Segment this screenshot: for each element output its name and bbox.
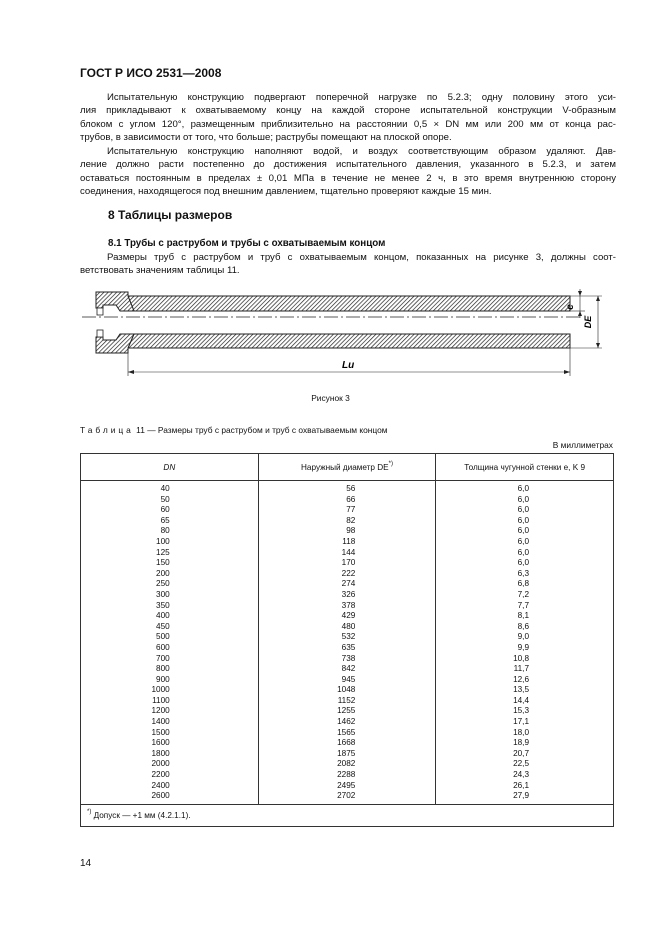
dimensions-table [80,453,614,827]
table-cell-e: 8,6 [517,621,529,631]
table-cell-de: 1462 [337,717,356,727]
table-cell-dn: 1800 [151,748,170,758]
table-cell-dn: 800 [156,664,170,674]
table-cell-dn: 1200 [151,706,170,716]
column-header-de: Наружный диаметр DE*) [258,454,436,481]
table-cell-e: 6,0 [517,505,529,515]
table-cell-dn: 2000 [151,759,170,769]
dimension-label-lu: Lu [342,360,355,371]
table-cell-dn: 125 [156,547,170,557]
table-cell-de: 144 [341,547,356,557]
document-header: ГОСТ Р ИСО 2531—2008 [80,66,222,80]
table-cell-dn: 100 [156,536,170,546]
table-cell-e: 11,7 [513,664,529,674]
table-cell-e: 6,0 [517,526,529,536]
table-cell-dn: 40 [160,484,170,493]
table-cell-e: 6,0 [517,494,529,504]
table-cell-dn: 50 [160,494,170,504]
column-wall-values [436,481,614,805]
text-line: трубов, в зависимости от того, что больше; раструбы помещают на плоской опоре. [80,132,452,144]
table-cell-e: 7,7 [517,600,529,610]
column-dn-values [81,481,259,805]
table-cell-e: 8,1 [517,611,529,621]
table-caption-text: 11 — Размеры труб с раструбом и труб с охватываемым концом [133,425,388,435]
table-cell-dn: 2600 [151,791,170,801]
dimension-label-e: e [565,304,576,310]
table-cell-e: 24,3 [513,770,529,780]
pipe-drawing [80,286,620,381]
table-cell-de: 429 [341,611,356,621]
table-caption-prefix: Таблица [80,425,134,435]
column-header-wall: Толщина чугунной стенки e, K 9 [436,454,614,481]
table-cell-e: 18,0 [513,727,529,737]
table-cell-de: 170 [341,558,356,568]
paragraph-water-test [80,145,616,199]
table-cell-dn: 350 [156,600,170,610]
text-line: ление должно расти постепенно до достижения испытательного давления, указанного в 5.2.3, и затем [80,159,616,171]
table-cell-e: 22,5 [513,759,529,769]
table-cell-de: 532 [341,632,356,642]
table-cell-dn: 700 [156,653,170,663]
table-cell-de: 1875 [337,748,356,758]
table-cell-e: 6,0 [517,484,529,493]
table-cell-dn: 1000 [151,685,170,695]
dimension-label-de: DE [583,315,593,329]
table-cell-e: 6,8 [517,579,529,589]
text-line: лия прикладывают к охватываемому концу на каждой стороне испытательной конструкции V-образным [80,105,616,117]
table-cell-e: 6,3 [517,568,529,578]
table-cell-dn: 2200 [151,770,170,780]
table-cell-de: 2082 [337,759,356,769]
table-cell-de: 945 [341,674,356,684]
table-cell-de: 1048 [337,685,356,695]
table-cell-de: 842 [341,664,356,674]
text-line: соединения, находящегося под внешним давлением, тщательно проверяют каждые 15 мин. [80,186,492,198]
column-de-values [258,481,436,805]
table-cell-de: 2495 [337,780,356,790]
table-cell-de: 635 [341,642,356,652]
pipe-wall-top [128,296,570,311]
table-cell-e: 7,2 [517,589,529,599]
table-cell-de: 2702 [337,791,356,801]
text-line: Испытательную конструкцию подвергают поперечной нагрузке по 5.2.3; одну половину этого уси- [107,92,616,103]
table-cell-e: 6,0 [517,558,529,568]
table-footnote: *) Допуск — +1 мм (4.2.1.1). [81,804,614,826]
table-cell-e: 18,9 [513,738,529,748]
table-cell-de: 2288 [337,770,356,780]
table-cell-e: 15,3 [513,706,529,716]
column-header-dn: DN [81,454,259,481]
table-cell-de: 1565 [337,727,356,737]
paragraph-load-test [80,91,616,145]
table-cell-dn: 1400 [151,717,170,727]
table-cell-dn: 80 [160,526,170,536]
table-cell-e: 17,1 [513,717,529,727]
table-cell-de: 1255 [337,706,356,716]
table-cell-dn: 900 [156,674,170,684]
table-cell-e: 6,0 [517,515,529,525]
table-cell-dn: 500 [156,632,170,642]
table-cell-de: 738 [341,653,356,663]
table-cell-e: 9,0 [517,632,529,642]
table-cell-dn: 250 [156,579,170,589]
table-cell-de: 98 [346,526,356,536]
table-cell-de: 56 [346,484,356,493]
table-cell-de: 66 [346,494,356,504]
table-cell-dn: 1500 [151,727,170,737]
pipe-wall-bottom [128,334,570,348]
table-cell-dn: 450 [156,621,170,631]
table-cell-de: 326 [341,589,356,599]
table-cell-de: 274 [341,579,356,589]
table-cell-e: 26,1 [513,780,529,790]
table-cell-de: 118 [342,536,356,546]
table-cell-e: 20,7 [513,748,529,758]
table-cell-e: 6,0 [517,547,529,557]
table-units: В миллиметрах [552,440,613,450]
page-number: 14 [80,858,92,869]
text-line: оставаться постоянным в пределах ± 0,01 МПа в течение не менее 2 ч, в это время внутреннюю сторону [80,172,616,184]
table-cell-de: 222 [341,568,356,578]
table-caption [80,425,388,435]
figure-caption: Рисунок 3 [311,393,350,403]
table-cell-e: 12,6 [513,674,529,684]
section-heading: 8 Таблицы размеров [108,208,233,222]
table-cell-dn: 300 [156,589,170,599]
subsection-heading: 8.1 Трубы с раструбом и трубы с охватываемым концом [108,238,386,249]
table-cell-e: 27,9 [513,791,529,801]
table-cell-dn: 200 [156,568,170,578]
table-cell-de: 77 [346,505,356,515]
table-cell-dn: 2400 [151,780,170,790]
table-cell-dn: 65 [160,515,170,525]
table-cell-e: 13,5 [513,685,529,695]
table-cell-de: 82 [346,515,356,525]
text-line: Размеры труб с раструбом и труб с охватываемым концом, показанных на рисунке 3, должны соот- [107,252,616,263]
table-cell-dn: 400 [156,611,170,621]
table-cell-e: 14,4 [513,695,529,705]
table-cell-dn: 60 [160,505,170,515]
table-cell-de: 378 [341,600,356,610]
text-line: ветствовать значениям таблицы 11. [80,265,240,277]
table-cell-dn: 150 [156,558,170,568]
table-cell-de: 1668 [337,738,356,748]
table-cell-dn: 1600 [151,738,170,748]
table-cell-e: 6,0 [517,536,529,546]
table-cell-dn: 600 [156,642,170,652]
table-cell-e: 9,9 [517,642,529,652]
text-line: Испытательную конструкцию наполняют водой, и воздух соответствующим образом удаляют. Дав- [107,146,616,157]
text-line: блоком с углом 120°, размещенным приблизительно на расстоянии 0,5 × DN мм или 200 мм от конца рас- [80,118,616,130]
table-cell-de: 1152 [337,695,356,705]
paragraph-table-reference [80,251,616,278]
table-cell-e: 10,8 [513,653,529,663]
table-cell-de: 480 [341,621,356,631]
table-cell-dn: 1100 [152,695,170,705]
